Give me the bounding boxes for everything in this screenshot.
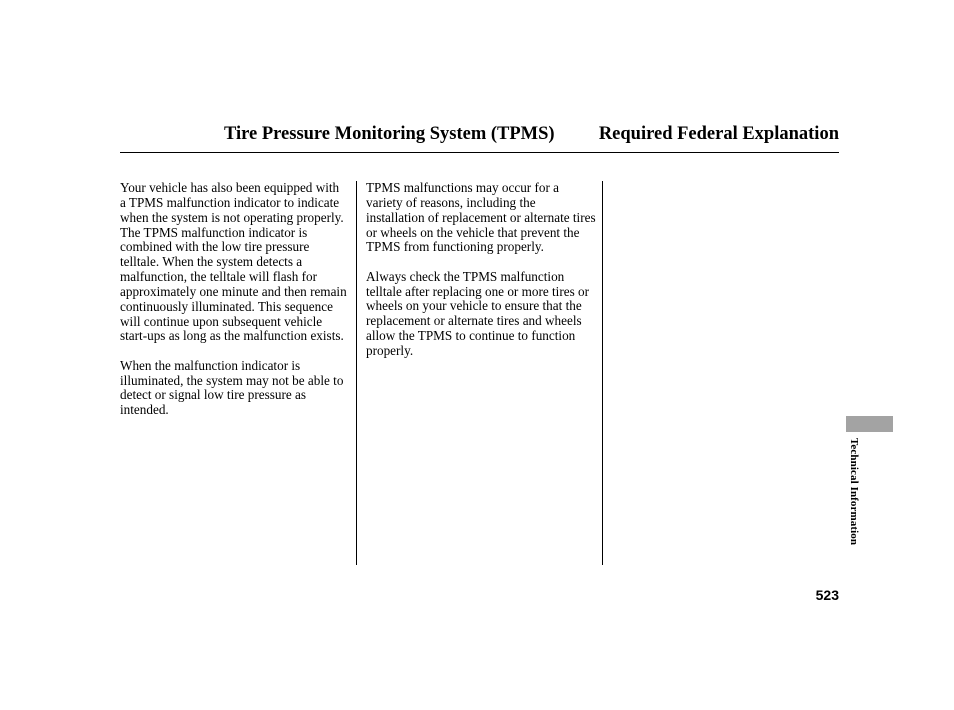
text-column-2 (366, 181, 596, 373)
column-divider (602, 181, 603, 565)
paragraph: Your vehicle has also been equipped with a TPMS malfunction indicator to indicate when the system is not operating properly. The TPMS malfunction indicator is combined with the low tire pressure telltale. When the system detects a malfunction, the telltale will flash for approximately one minute and then remain continuously illuminated. This sequence will continue upon subsequent vehicle start-ups as long as the malfunction exists. (120, 180, 347, 344)
page-header (120, 124, 839, 150)
paragraph: TPMS malfunctions may occur for a variety of reasons, including the installation of replacement or alternate tires or wheels on the vehicle that prevent the TPMS from functioning properly. (366, 180, 596, 255)
header-divider (120, 152, 839, 153)
column-divider (356, 181, 357, 565)
section-tab-label: Technical Information (848, 438, 860, 546)
paragraph: Always check the TPMS malfunction telltale after replacing one or more tires or wheels on your vehicle to ensure that the replacement or alternate tires and wheels allow the TPMS to continue to function properly. (366, 268, 589, 358)
paragraph: When the malfunction indicator is illuminated, the system may not be able to detect or signal low tire pressure as intended. (120, 357, 344, 418)
page-number: 523 (815, 587, 839, 603)
text-column-1 (120, 181, 348, 433)
section-title: Tire Pressure Monitoring System (TPMS) (224, 124, 555, 144)
section-tab (846, 416, 893, 432)
subsection-title: Required Federal Explanation (598, 124, 839, 144)
